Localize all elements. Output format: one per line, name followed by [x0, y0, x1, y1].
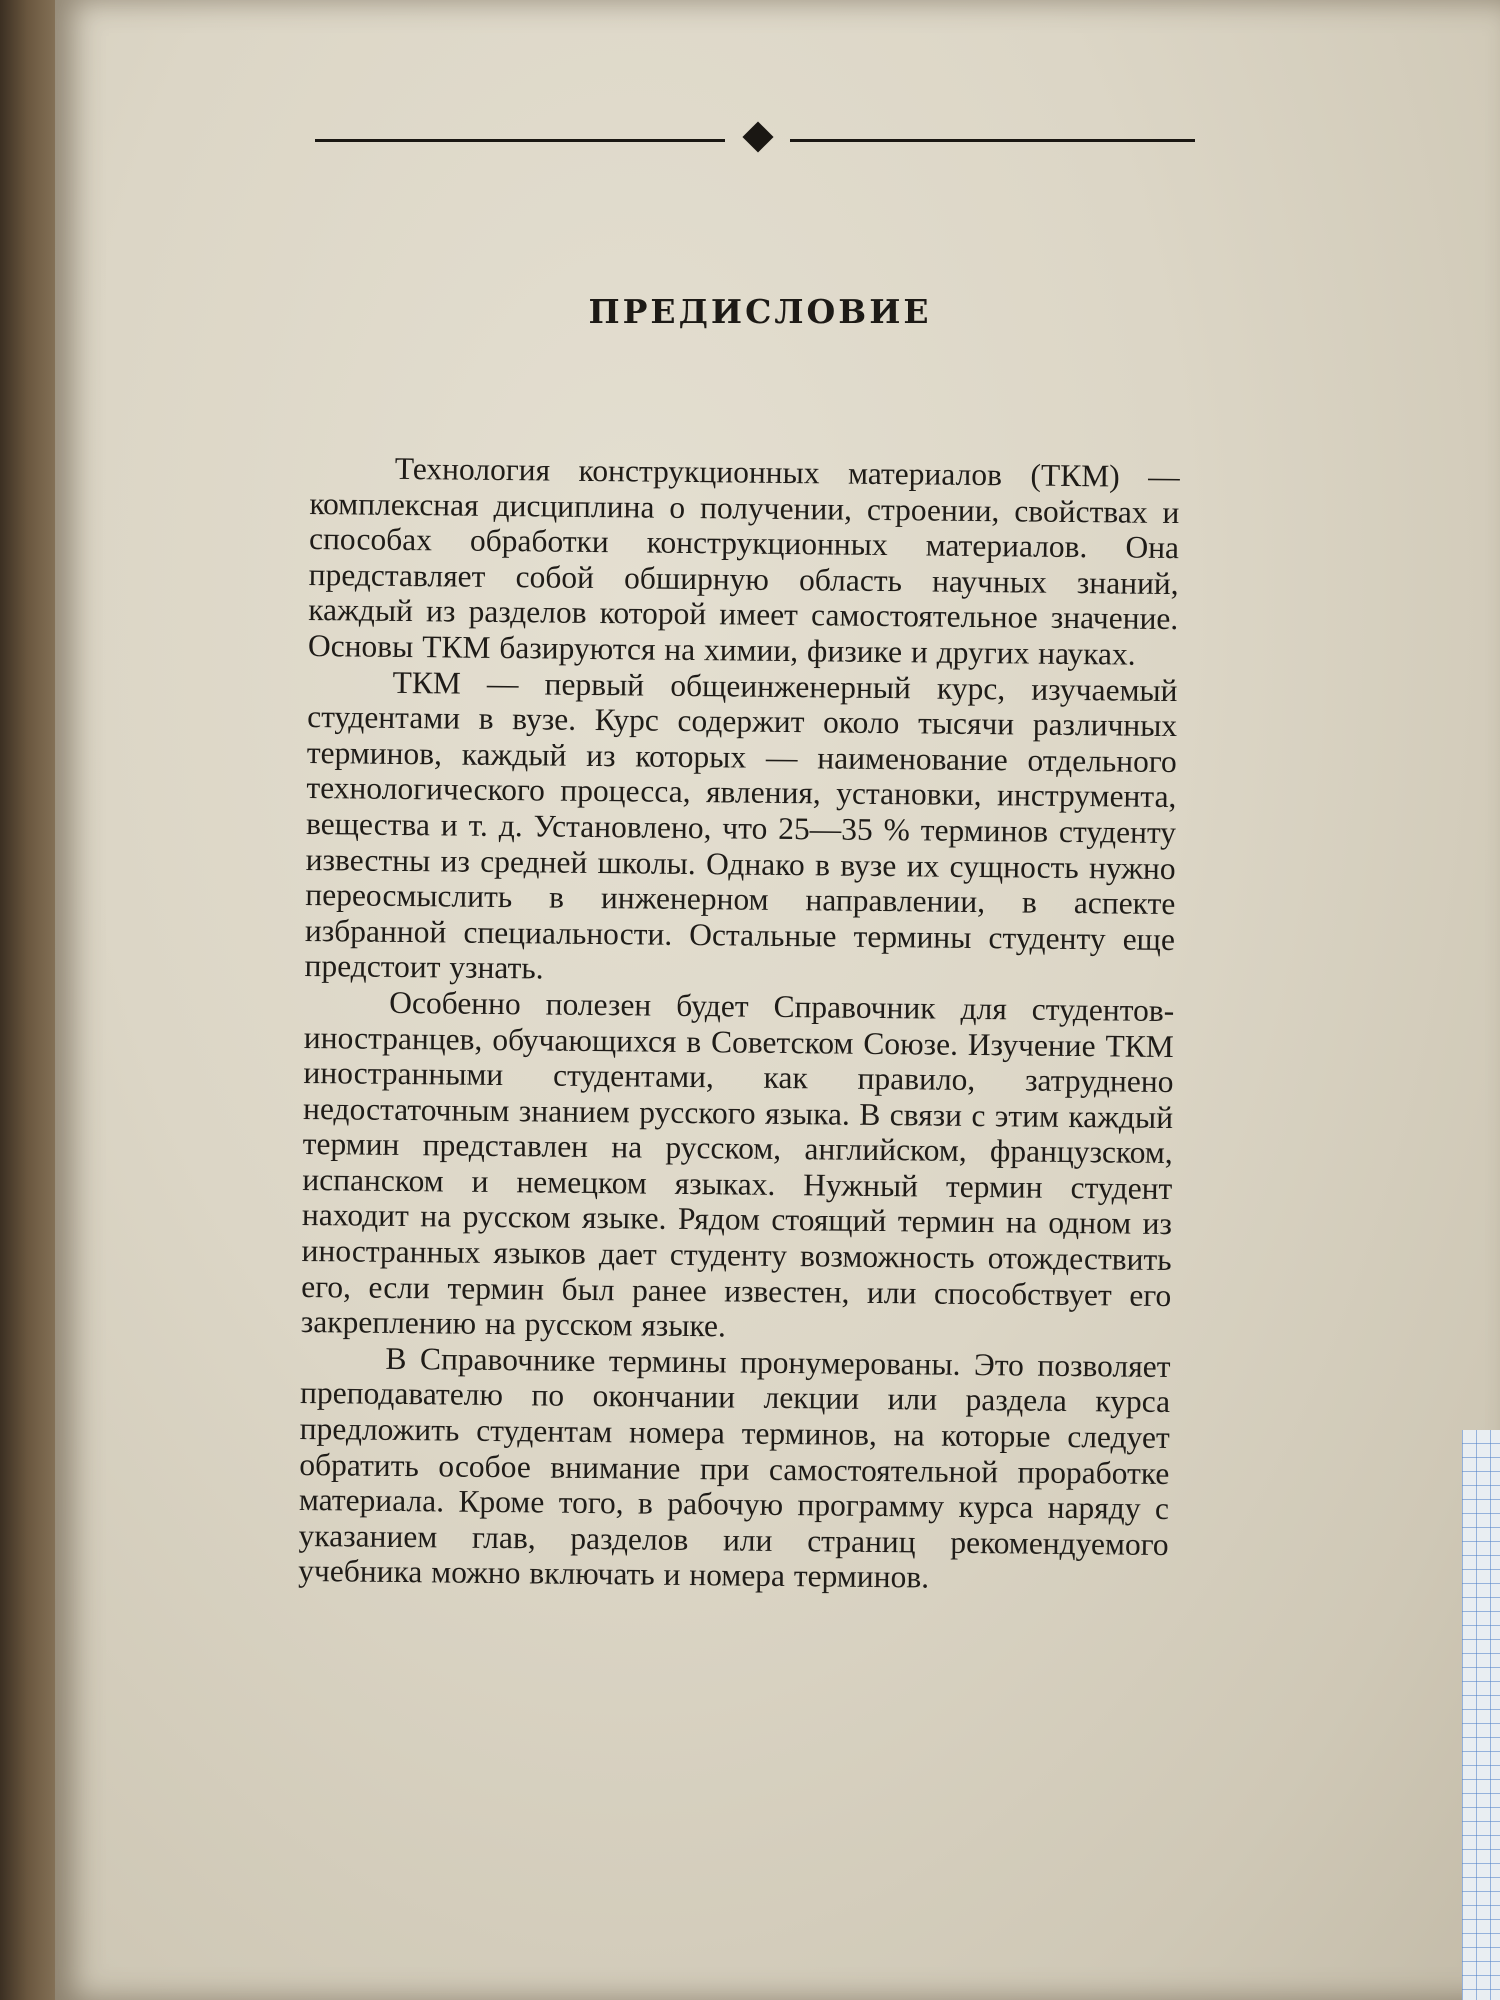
diamond-icon — [742, 121, 773, 152]
paragraph: В Справочнике термины пронумерованы. Это позволяет преподавателю по окончании лекции или раздела курса предложить студентам номера терминов, на которые следует обратить особое внимание при самостоятельной проработке материала. Кроме того, в рабочую программу курса наряду с указанием глав, разделов или страниц рекомендуемого учебника можно включать и номера терминов. — [298, 1340, 1171, 1595]
paragraph: ТКМ — первый общеинженерный курс, изучаемый студентами в вузе. Курс содержит около тысячи различных терминов, каждый из которых — наименование отдельного технологического процесса, явления, установки, инструмента, вещества и т. д. Установлено, что 25—35 % терминов студенту известны из средней школы. Однако в вузе их сущность нужно переосмыслить в инженерном направлении, в аспекте избранной специальности. Остальные термины студенту еще предстоит узнать. — [304, 664, 1178, 986]
book-binding-edge — [0, 0, 62, 2000]
page-title: ПРЕДИСЛОВИЕ — [588, 292, 932, 331]
paragraph: Технология конструкционных материалов (ТКМ) — комплексная дисциплина о получении, строении, свойствах и способах обработки конструкционных материалов. Она представляет собой обширную область научных знаний, каждый из разделов которой имеет самостоятельное значение. Основы ТКМ базируются на химии, физике и других науках. — [307, 450, 1180, 672]
paragraph: Особенно полезен будет Справочник для студентов-иностранцев, обучающихся в Советском Союзе. Изучение ТКМ иностранными студентами, как правило, затруднено недостаточным знанием русского языка. В связи с этим каждый термин представлен на русском, английском, французском, испанском и немецком языках. Нужный термин студент находит на русском языке. Рядом стоящий термин на одном из иностранных языков дает студенту возможность отождествить его, если термин был ранее известен, или способствует его закреплению на русском языке. — [300, 984, 1175, 1344]
notebook-edge — [1462, 1430, 1500, 2000]
ornament-line-left — [315, 139, 725, 142]
preface-body — [298, 450, 1180, 1598]
header-ornament — [315, 126, 1195, 154]
ornament-line-right — [790, 139, 1195, 142]
